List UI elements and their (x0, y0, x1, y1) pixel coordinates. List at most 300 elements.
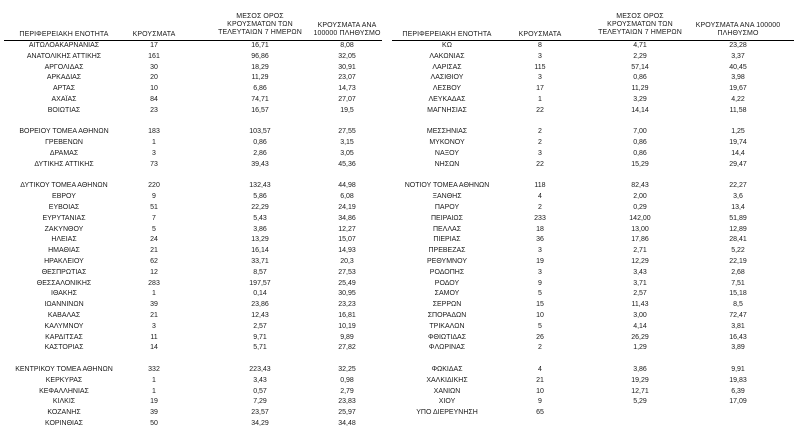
cell-per100k: 8,5 (733, 301, 743, 309)
cell-avg: 197,57 (249, 279, 271, 287)
cell-cases: 220 (148, 182, 160, 190)
cell-cases: 1 (152, 139, 156, 147)
cell-cases: 5 (152, 225, 156, 233)
cell-avg: 22,29 (251, 204, 269, 211)
cell-avg: 11,29 (251, 74, 269, 82)
cell-region: ΚΩ (442, 42, 452, 49)
cell-region: ΛΕΥΚΑΔΑΣ (428, 96, 466, 103)
cell-cases: 3 (538, 150, 542, 157)
left-header-per100k: ΚΡΟΥΣΜΑΤΑ ΑΝΑ 100000 ΠΛΗΘΥΣΜΟ (313, 22, 381, 37)
cell-per100k: 19,5 (340, 106, 354, 114)
table-row (0, 236, 796, 244)
cell-region: ΑΡΤΑΣ (52, 85, 76, 93)
cell-per100k: 6,39 (731, 387, 745, 395)
cell-avg: 3,86 (253, 225, 267, 233)
cell-region: ΖΑΚΥΝΘΟΥ (44, 225, 84, 233)
cell-avg: 7,00 (633, 128, 647, 136)
cell-per100k: 22,19 (729, 258, 747, 265)
cell-per100k: 6,08 (340, 193, 354, 201)
cell-cases: 3 (538, 268, 542, 276)
table-row (0, 172, 796, 180)
cell-avg: 12,43 (251, 312, 269, 319)
left-header-cases: ΚΡΟΥΣΜΑΤΑ (132, 31, 176, 38)
cell-cases: 4 (538, 366, 542, 373)
table-row (0, 96, 796, 104)
table-row (0, 193, 796, 201)
cell-avg: 17,86 (631, 236, 649, 244)
table-row (0, 301, 796, 309)
cell-region: ΗΜΑΘΙΑΣ (48, 247, 80, 255)
cell-avg: 0,86 (633, 74, 647, 82)
cell-per100k: 19,74 (729, 139, 747, 147)
cell-per100k: 23,07 (338, 74, 356, 82)
cell-per100k: 25,97 (338, 409, 356, 417)
cell-region: ΘΕΣΣΑΛΟΝΙΚΗΣ (36, 279, 92, 287)
cell-avg: 2,86 (253, 150, 267, 157)
cell-region: ΝΟΤΙΟΥ ΤΟΜΕΑ ΑΘΗΝΩΝ (404, 182, 490, 190)
cell-per100k: 2,68 (731, 268, 745, 276)
cell-region: ΣΑΜΟΥ (434, 290, 460, 298)
cell-avg: 16,71 (251, 42, 269, 49)
cell-avg: 1,29 (633, 344, 647, 352)
cell-cases: 17 (536, 85, 544, 93)
table-row (0, 388, 796, 396)
cell-cases: 21 (150, 312, 158, 319)
cell-region: ΗΡΑΚΛΕΙΟΥ (44, 258, 84, 265)
cell-region: ΚΟΖΑΝΗΣ (47, 409, 81, 417)
cell-cases: 9 (152, 193, 156, 201)
cell-avg: 26,29 (631, 333, 649, 341)
cell-cases: 2 (538, 139, 542, 147)
cell-avg: 2,00 (633, 193, 647, 201)
cell-region: ΜΕΣΣΗΝΙΑΣ (426, 128, 468, 136)
right-header-cases: ΚΡΟΥΣΜΑΤΑ (518, 31, 562, 38)
cell-per100k: 45,36 (338, 160, 356, 168)
cell-region: ΔΡΑΜΑΣ (49, 150, 79, 157)
cell-cases: 20 (150, 74, 158, 82)
table-row (0, 215, 796, 223)
cell-cases: 10 (150, 85, 158, 93)
left-header-avg: ΜΕΣΟΣ ΟΡΟΣ ΚΡΟΥΣΜΑΤΩΝ ΤΩΝ ΤΕΛΕΥΤΑΙΩΝ 7 ΗΜΕΡΩΝ (218, 13, 302, 36)
cell-region: ΜΥΚΟΝΟΥ (429, 139, 465, 147)
cell-per100k: 9,89 (340, 333, 354, 341)
cell-region: ΕΒΡΟΥ (52, 193, 76, 201)
cell-region: ΚΑΛΥΜΝΟΥ (44, 322, 84, 330)
right-header-avg: ΜΕΣΟΣ ΟΡΟΣ ΚΡΟΥΣΜΑΤΩΝ ΤΩΝ ΤΕΛΕΥΤΑΙΩΝ 7 ΗΜΕΡΩΝ (598, 13, 682, 36)
cell-region: ΘΕΣΠΡΩΤΙΑΣ (41, 268, 87, 276)
cell-region: ΦΩΚΙΔΑΣ (431, 366, 463, 373)
cell-cases: 65 (536, 409, 544, 417)
cell-per100k: 34,86 (338, 214, 356, 222)
cell-per100k: 15,18 (729, 290, 747, 298)
cell-region: ΠΕΙΡΑΙΩΣ (431, 214, 463, 222)
cell-cases: 5 (538, 290, 542, 298)
cell-per100k: 29,47 (729, 160, 747, 168)
cell-per100k: 14,93 (338, 247, 356, 255)
cell-avg: 7,29 (253, 398, 267, 406)
table-row (0, 53, 796, 61)
cell-avg: 142,00 (629, 214, 651, 222)
table-row (0, 323, 796, 331)
cell-per100k: 27,53 (338, 268, 356, 276)
cell-region: ΓΡΕΒΕΝΩΝ (45, 139, 83, 147)
table-row (0, 118, 796, 126)
cell-region: ΡΟΔΟΥ (434, 279, 460, 287)
cell-region: ΛΑΣΙΘΙΟΥ (430, 74, 464, 82)
cell-cases: 1 (152, 290, 156, 298)
cell-cases: 17 (150, 42, 158, 49)
table-row (0, 269, 796, 277)
cell-region: ΛΑΚΩΝΙΑΣ (429, 52, 465, 60)
cell-per100k: 32,25 (338, 366, 356, 373)
cell-cases: 23 (150, 106, 158, 114)
cell-avg: 8,57 (253, 268, 267, 276)
cell-per100k: 14,73 (338, 85, 356, 93)
cell-per100k: 19,67 (729, 85, 747, 93)
cell-cases: 8 (538, 42, 542, 49)
cell-region: ΥΠΟ ΔΙΕΡΕΥΝΗΣΗ (416, 409, 478, 417)
cell-avg: 3,00 (633, 312, 647, 319)
cell-per100k: 32,05 (338, 52, 356, 60)
cell-region: ΑΧΑΪΑΣ (51, 96, 77, 103)
cell-avg: 3,71 (633, 279, 647, 287)
cell-per100k: 17,09 (729, 398, 747, 406)
cell-region: ΔΥΤΙΚΟΥ ΤΟΜΕΑ ΑΘΗΝΩΝ (20, 182, 108, 190)
cell-region: ΠΑΡΟΥ (434, 204, 460, 211)
table-row (0, 139, 796, 147)
cell-per100k: 3,15 (340, 139, 354, 147)
cell-per100k: 30,95 (338, 290, 356, 298)
cell-avg: 23,57 (251, 409, 269, 417)
cell-per100k: 27,07 (338, 96, 356, 103)
table-row (0, 258, 796, 266)
cell-per100k: 14,4 (731, 150, 745, 157)
cell-region: ΚΑΒΑΛΑΣ (47, 312, 81, 319)
cell-avg: 5,29 (633, 398, 647, 406)
cell-region: ΒΟΙΩΤΙΑΣ (47, 106, 81, 114)
table-row (0, 128, 796, 136)
cell-avg: 4,14 (633, 322, 647, 330)
cell-avg: 16,57 (251, 106, 269, 114)
cell-per100k: 19,83 (729, 376, 747, 384)
cell-avg: 223,43 (249, 366, 271, 373)
cell-cases: 22 (536, 106, 544, 114)
cell-region: ΧΙΟΥ (438, 398, 456, 406)
cell-per100k: 8,08 (340, 42, 354, 49)
cell-region: ΠΙΕΡΙΑΣ (433, 236, 461, 244)
cell-avg: 0,57 (253, 387, 267, 395)
cell-cases: 10 (536, 387, 544, 395)
table-row (0, 409, 796, 417)
cell-avg: 3,43 (633, 268, 647, 276)
cell-region: ΠΕΛΛΑΣ (432, 225, 462, 233)
table-row (0, 355, 796, 363)
cell-per100k: 9,91 (731, 366, 745, 373)
cell-region: ΞΑΝΘΗΣ (432, 193, 462, 201)
cell-avg: 57,14 (631, 63, 649, 71)
cell-cases: 233 (534, 214, 546, 222)
cell-per100k: 22,27 (729, 182, 747, 190)
cell-region: ΚΟΡΙΝΘΙΑΣ (45, 420, 83, 427)
cell-cases: 18 (536, 225, 544, 233)
cell-avg: 15,29 (631, 160, 649, 168)
cell-cases: 2 (538, 204, 542, 211)
cell-per100k: 3,6 (733, 193, 743, 201)
cell-per100k: 30,91 (338, 63, 356, 71)
cell-per100k: 25,49 (338, 279, 356, 287)
cell-region: ΦΛΩΡΙΝΑΣ (428, 344, 466, 352)
table-row (0, 312, 796, 320)
cell-per100k: 15,07 (338, 236, 356, 244)
cell-avg: 96,86 (251, 52, 269, 60)
cell-per100k: 10,19 (338, 322, 356, 330)
cell-cases: 3 (152, 150, 156, 157)
table-row (0, 107, 796, 115)
cell-region: ΑΡΚΑΔΙΑΣ (46, 74, 82, 82)
cell-avg: 3,86 (633, 366, 647, 373)
cell-region: ΚΕΡΚΥΡΑΣ (45, 376, 83, 384)
cell-avg: 0,86 (633, 139, 647, 147)
cell-avg: 3,29 (633, 96, 647, 103)
cell-region: ΜΑΓΝΗΣΙΑΣ (427, 106, 467, 114)
cell-region: ΑΡΓΟΛΙΔΑΣ (44, 63, 84, 71)
cell-cases: 3 (538, 74, 542, 82)
table-row (0, 204, 796, 212)
cell-per100k: 27,55 (338, 128, 356, 136)
cell-per100k: 44,98 (338, 182, 356, 190)
table-row (0, 366, 796, 374)
cell-cases: 1 (152, 387, 156, 395)
table-row (0, 334, 796, 342)
cell-region: ΙΩΑΝΝΙΝΩΝ (44, 301, 84, 309)
table-row (0, 398, 796, 406)
cell-avg: 11,29 (631, 85, 649, 93)
cell-cases: 19 (150, 398, 158, 406)
cell-avg: 2,57 (633, 290, 647, 298)
cell-cases: 4 (538, 193, 542, 201)
cell-per100k: 40,45 (729, 63, 747, 71)
cell-avg: 74,71 (251, 96, 269, 103)
cell-region: ΚΑΣΤΟΡΙΑΣ (44, 344, 84, 352)
table-row (0, 247, 796, 255)
cell-per100k: 3,81 (731, 322, 745, 330)
cell-region: ΛΑΡΙΣΑΣ (432, 63, 462, 71)
cell-avg: 103,57 (249, 128, 271, 136)
cell-region: ΤΡΙΚΑΛΩΝ (429, 322, 465, 330)
cell-cases: 30 (150, 63, 158, 71)
cell-cases: 21 (150, 247, 158, 255)
cell-per100k: 12,27 (338, 225, 356, 233)
cell-per100k: 4,22 (731, 96, 745, 103)
table-row (0, 182, 796, 190)
cell-cases: 1 (152, 376, 156, 384)
cell-per100k: 23,83 (338, 398, 356, 406)
cell-per100k: 3,37 (731, 52, 745, 60)
cell-avg: 16,14 (251, 247, 269, 255)
cell-per100k: 27,82 (338, 344, 356, 352)
cell-per100k: 7,51 (731, 279, 745, 287)
cell-region: ΒΟΡΕΙΟΥ ΤΟΜΕΑ ΑΘΗΝΩΝ (19, 128, 109, 136)
cell-per100k: 3,98 (731, 74, 745, 82)
cell-cases: 39 (150, 301, 158, 309)
right-header-region: ΠΕΡΙΦΕΡΕΙΑΚΗ ΕΝΟΤΗΤΑ (402, 31, 492, 38)
cell-region: ΕΥΒΟΙΑΣ (48, 204, 80, 211)
cell-region: ΣΠΟΡΑΔΩΝ (427, 312, 467, 319)
table-row (0, 74, 796, 82)
cell-avg: 6,86 (253, 85, 267, 93)
cell-cases: 24 (150, 236, 158, 244)
cell-per100k: 0,98 (340, 376, 354, 384)
table-row (0, 64, 796, 72)
cell-avg: 2,71 (633, 247, 647, 255)
table-row (0, 42, 796, 50)
cell-avg: 5,86 (253, 193, 267, 201)
cell-per100k: 1,25 (731, 128, 745, 136)
cell-region: ΑΙΤΩΛΟΑΚΑΡΝΑΝΙΑΣ (28, 42, 100, 49)
cell-cases: 21 (536, 376, 544, 384)
table-row (0, 150, 796, 158)
cell-cases: 84 (150, 96, 158, 103)
cell-cases: 5 (538, 322, 542, 330)
cell-region: ΚΑΡΔΙΤΣΑΣ (45, 333, 83, 341)
cell-region: ΠΡΕΒΕΖΑΣ (428, 247, 466, 255)
cell-avg: 13,29 (251, 236, 269, 244)
cell-cases: 2 (538, 128, 542, 136)
table-row (0, 290, 796, 298)
cell-avg: 0,14 (253, 290, 267, 298)
table-row (0, 85, 796, 93)
cell-region: ΚΕΝΤΡΙΚΟΥ ΤΟΜΕΑ ΑΘΗΝΩΝ (15, 366, 113, 373)
cell-avg: 33,71 (251, 258, 269, 265)
cell-region: ΝΑΞΟΥ (434, 150, 460, 157)
cell-region: ΔΥΤΙΚΗΣ ΑΤΤΙΚΗΣ (34, 160, 94, 168)
cell-avg: 5,71 (253, 344, 267, 352)
cell-cases: 1 (538, 96, 542, 103)
cell-cases: 73 (150, 160, 158, 168)
cell-avg: 3,43 (253, 376, 267, 384)
cell-region: ΦΘΙΩΤΙΔΑΣ (427, 333, 467, 341)
cell-cases: 50 (150, 420, 158, 427)
cell-avg: 4,71 (633, 42, 647, 49)
cell-per100k: 28,41 (729, 236, 747, 244)
cell-cases: 118 (534, 182, 546, 190)
cell-per100k: 5,22 (731, 247, 745, 255)
cell-per100k: 51,89 (729, 214, 747, 222)
cell-region: ΧΑΛΚΙΔΙΚΗΣ (426, 376, 468, 384)
cell-avg: 14,14 (631, 106, 649, 114)
cell-region: ΧΑΝΙΩΝ (433, 387, 461, 395)
cell-per100k: 16,43 (729, 333, 747, 341)
cell-cases: 15 (536, 301, 544, 309)
cell-avg: 13,00 (631, 225, 649, 233)
cell-cases: 11 (150, 333, 158, 341)
cell-region: ΚΕΦΑΛΛΗΝΙΑΣ (39, 387, 89, 395)
cell-avg: 18,29 (251, 63, 269, 71)
cell-per100k: 16,81 (338, 312, 356, 319)
cell-avg: 34,29 (251, 420, 269, 427)
cell-cases: 51 (150, 204, 158, 211)
cell-region: ΗΛΕΙΑΣ (51, 236, 77, 244)
cell-cases: 3 (538, 52, 542, 60)
table-row (0, 161, 796, 169)
cell-cases: 7 (152, 214, 156, 222)
cell-avg: 2,57 (253, 322, 267, 330)
cell-avg: 82,43 (631, 182, 649, 190)
cell-avg: 0,86 (253, 139, 267, 147)
cell-cases: 3 (538, 247, 542, 255)
table-row (0, 280, 796, 288)
cell-cases: 161 (148, 52, 160, 60)
cell-per100k: 3,05 (340, 150, 354, 157)
cell-avg: 23,86 (251, 301, 269, 309)
cell-cases: 62 (150, 258, 158, 265)
cell-cases: 283 (148, 279, 160, 287)
cell-cases: 3 (152, 322, 156, 330)
table-row (0, 377, 796, 385)
cell-cases: 9 (538, 279, 542, 287)
cell-per100k: 13,4 (731, 204, 745, 211)
cell-cases: 12 (150, 268, 158, 276)
cell-per100k: 24,19 (338, 204, 356, 211)
cell-per100k: 72,47 (729, 312, 747, 319)
cell-region: ΑΝΑΤΟΛΙΚΗΣ ΑΤΤΙΚΗΣ (26, 52, 102, 60)
cell-cases: 183 (148, 128, 160, 136)
cell-avg: 132,43 (249, 182, 271, 190)
cell-avg: 11,43 (631, 301, 649, 309)
cell-cases: 22 (536, 160, 544, 168)
cell-per100k: 2,79 (340, 387, 354, 395)
cell-cases: 2 (538, 344, 542, 352)
right-header-rule (392, 40, 794, 41)
cell-cases: 14 (150, 344, 158, 352)
left-header-region: ΠΕΡΙΦΕΡΕΙΑΚΗ ΕΝΟΤΗΤΑ (19, 31, 109, 38)
cell-cases: 10 (536, 312, 544, 319)
cell-per100k: 20,3 (340, 258, 354, 265)
cell-cases: 115 (534, 63, 546, 71)
table-row (0, 226, 796, 234)
cell-avg: 0,29 (633, 204, 647, 211)
cell-per100k: 12,89 (729, 225, 747, 233)
cell-per100k: 11,58 (729, 106, 747, 114)
cell-cases: 332 (148, 366, 160, 373)
table-row (0, 344, 796, 352)
cell-per100k: 3,89 (731, 344, 745, 352)
cell-region: ΙΘΑΚΗΣ (51, 290, 77, 298)
left-header-rule (4, 40, 382, 41)
cell-region: ΛΕΣΒΟΥ (432, 85, 462, 93)
cell-region: ΡΟΔΟΠΗΣ (429, 268, 465, 276)
cell-avg: 12,71 (631, 387, 649, 395)
cell-region: ΡΕΘΥΜΝΟΥ (426, 258, 467, 265)
cell-per100k: 23,28 (729, 42, 747, 49)
cell-region: ΣΕΡΡΩΝ (432, 301, 462, 309)
cell-region: ΚΙΛΚΙΣ (52, 398, 76, 406)
cell-region: ΕΥΡΥΤΑΝΙΑΣ (42, 214, 86, 222)
cell-avg: 19,29 (631, 376, 649, 384)
cell-per100k: 23,23 (338, 301, 356, 309)
cell-cases: 26 (536, 333, 544, 341)
cell-cases: 19 (536, 258, 544, 265)
cell-avg: 12,29 (631, 258, 649, 265)
cell-region: ΝΗΣΩΝ (434, 160, 460, 168)
right-header-per100k: ΚΡΟΥΣΜΑΤΑ ΑΝΑ 100000 ΠΛΗΘΥΣΜΟ (695, 22, 781, 37)
cell-cases: 39 (150, 409, 158, 417)
cell-avg: 9,71 (253, 333, 267, 341)
cell-avg: 0,86 (633, 150, 647, 157)
cell-cases: 9 (538, 398, 542, 406)
cell-avg: 2,29 (633, 52, 647, 60)
cell-avg: 39,43 (251, 160, 269, 168)
